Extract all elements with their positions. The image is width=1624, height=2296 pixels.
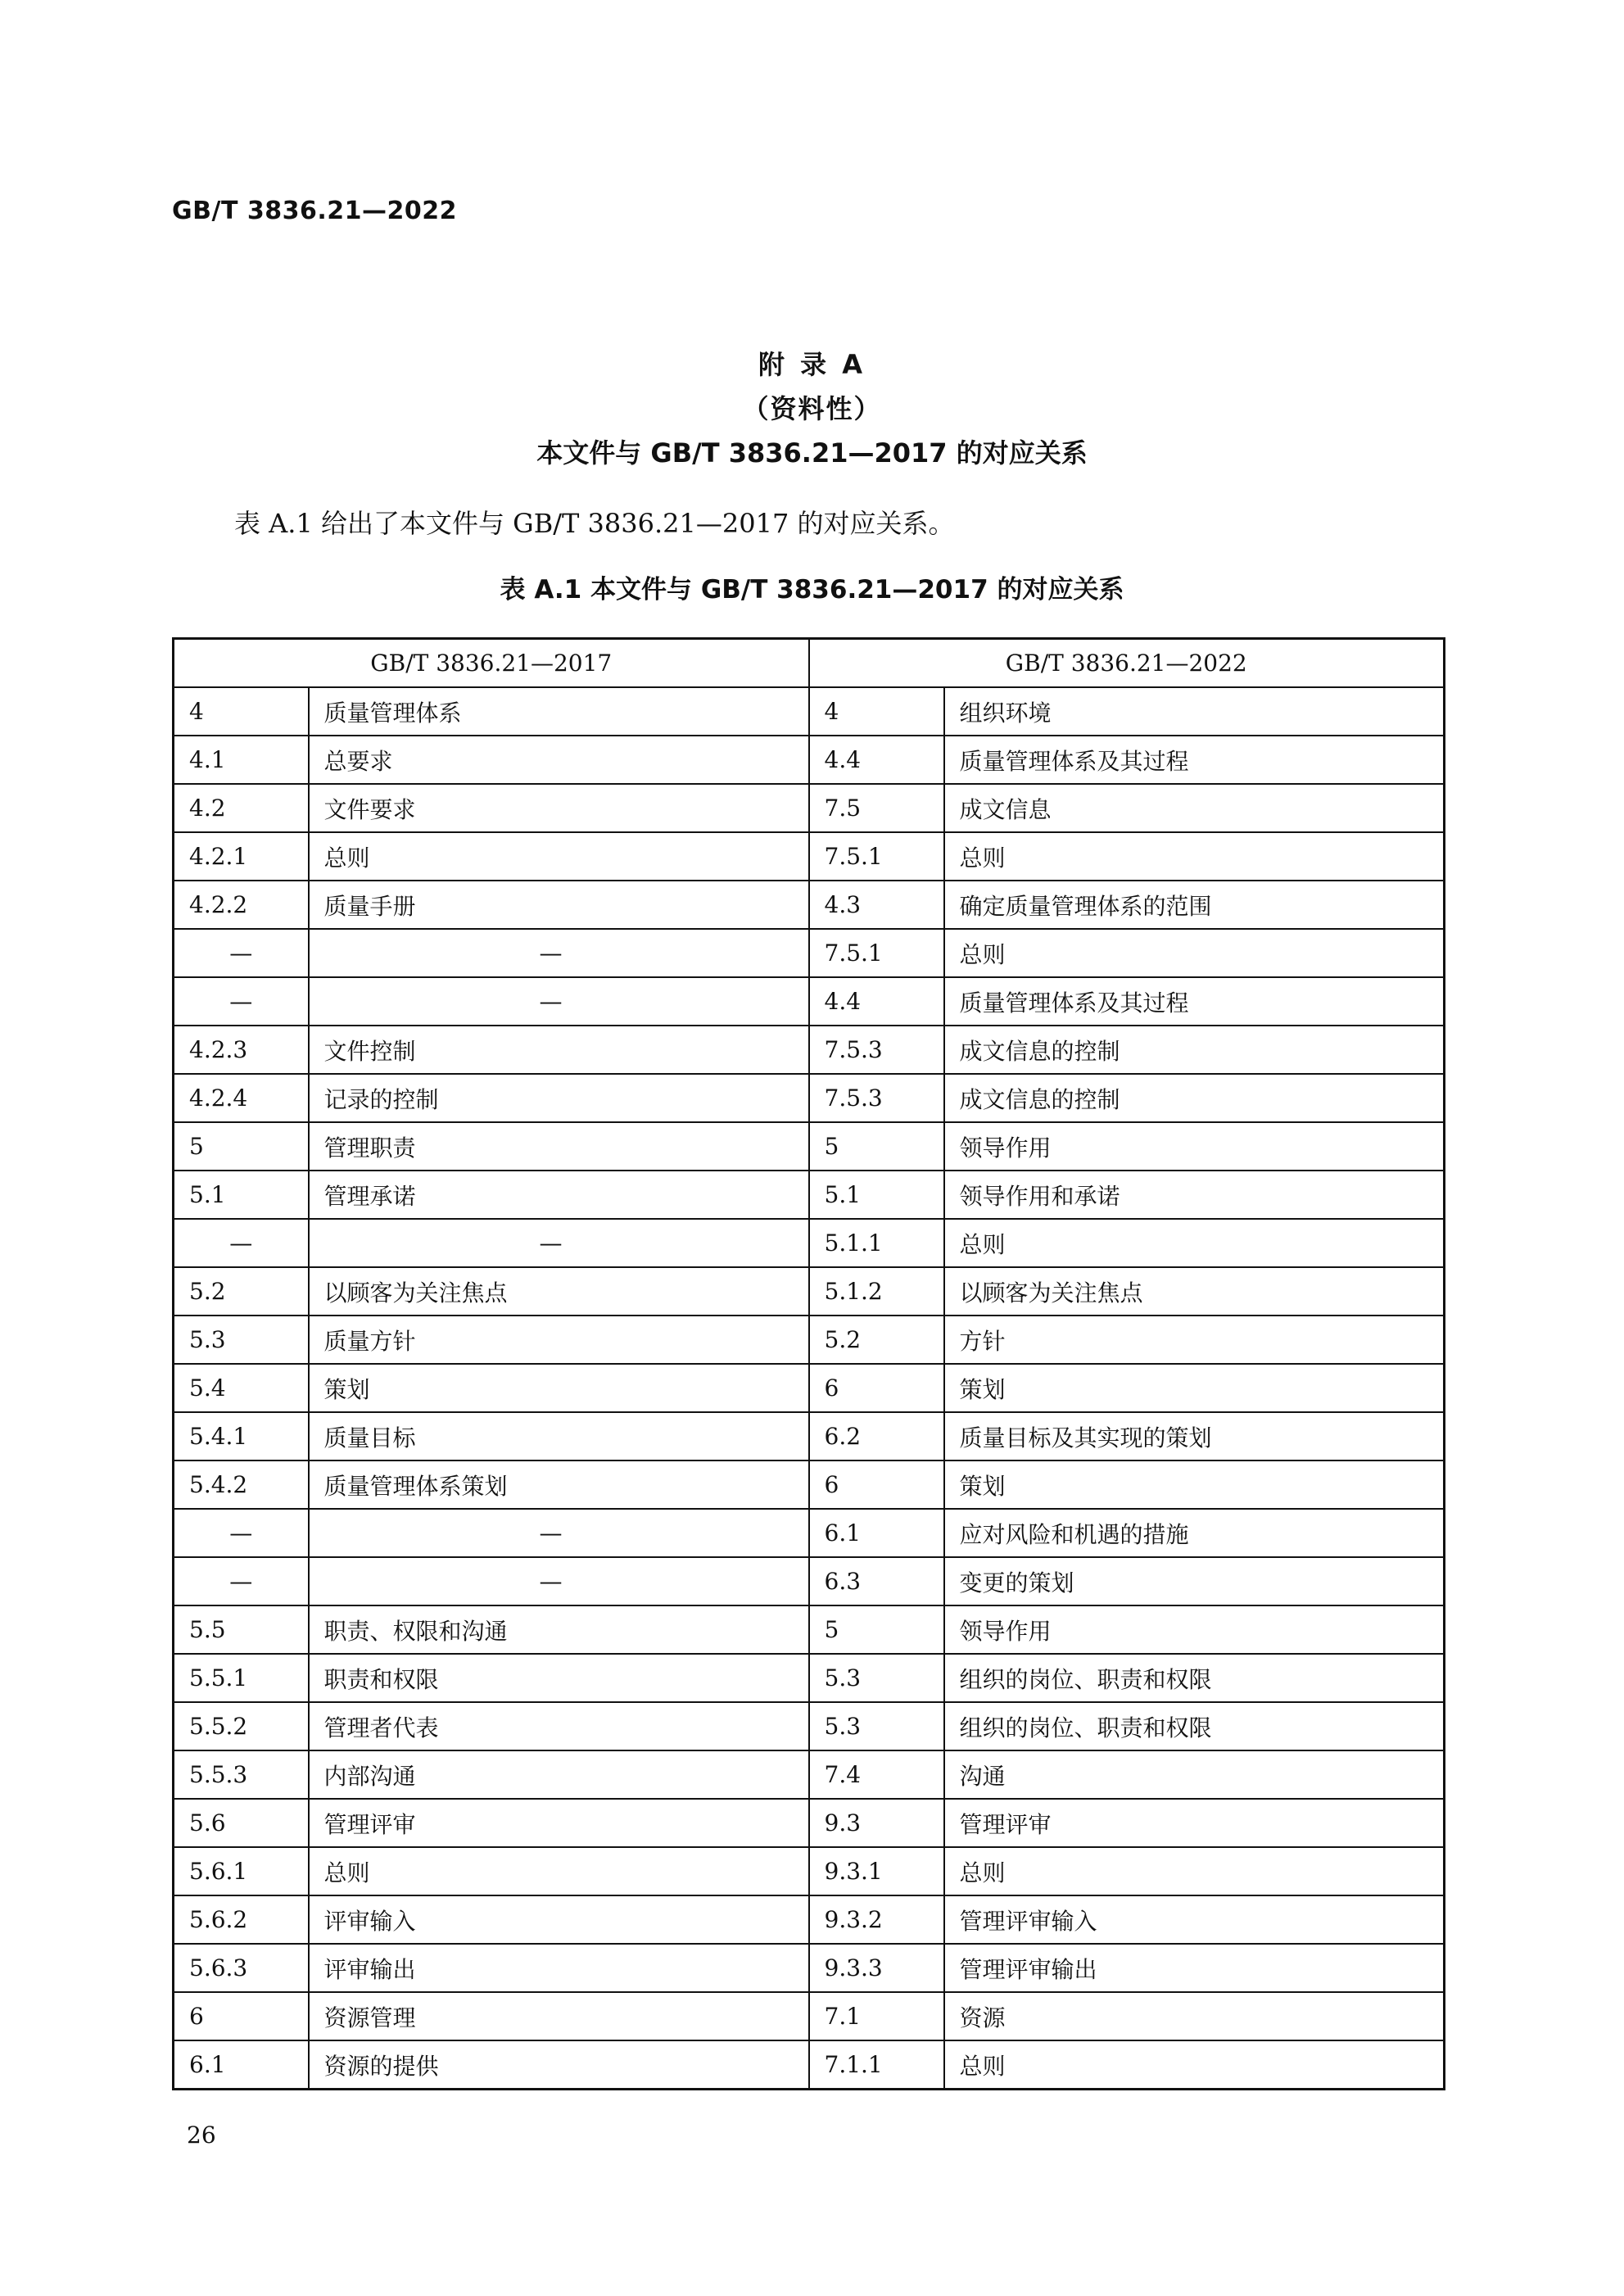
old-clause-number: 5.2 bbox=[174, 1267, 309, 1316]
old-clause-title: 管理者代表 bbox=[309, 1702, 809, 1750]
old-clause-number: — bbox=[174, 977, 309, 1026]
old-clause-number: 4.2.3 bbox=[174, 1026, 309, 1074]
old-clause-title: 以顾客为关注焦点 bbox=[309, 1267, 809, 1316]
new-clause-number: 7.5.1 bbox=[809, 929, 944, 977]
old-clause-title: — bbox=[309, 1509, 809, 1557]
appendix-title: 附 录 A bbox=[758, 349, 866, 380]
old-clause-number: 5 bbox=[174, 1122, 309, 1171]
new-clause-title: 质量管理体系及其过程 bbox=[944, 736, 1445, 784]
old-clause-number: 4.1 bbox=[174, 736, 309, 784]
old-clause-title: 内部沟通 bbox=[309, 1750, 809, 1799]
table-row bbox=[174, 1509, 1445, 1557]
new-clause-title: 资源 bbox=[944, 1992, 1445, 2040]
table-row bbox=[174, 1122, 1445, 1171]
old-clause-number: — bbox=[174, 929, 309, 977]
old-clause-title: 管理承诺 bbox=[309, 1171, 809, 1219]
new-clause-number: 9.3.2 bbox=[809, 1895, 944, 1944]
new-clause-title: 总则 bbox=[944, 2040, 1445, 2090]
new-clause-title: 总则 bbox=[944, 1847, 1445, 1895]
new-clause-number: 4.3 bbox=[809, 881, 944, 929]
old-clause-number: 4 bbox=[174, 687, 309, 736]
old-clause-number: 5.5.1 bbox=[174, 1654, 309, 1702]
table-row bbox=[174, 687, 1445, 736]
old-clause-number: 4.2.4 bbox=[174, 1074, 309, 1122]
old-clause-title: 管理职责 bbox=[309, 1122, 809, 1171]
new-clause-title: 领导作用 bbox=[944, 1605, 1445, 1654]
old-clause-number: 5.6.2 bbox=[174, 1895, 309, 1944]
new-clause-title: 成文信息的控制 bbox=[944, 1074, 1445, 1122]
old-clause-title: 质量管理体系 bbox=[309, 687, 809, 736]
table-row bbox=[174, 1702, 1445, 1750]
intro-paragraph: 表 A.1 给出了本文件与 GB/T 3836.21—2017 的对应关系。 bbox=[234, 508, 955, 539]
new-clause-number: 5.1 bbox=[809, 1171, 944, 1219]
old-clause-number: 5.5.3 bbox=[174, 1750, 309, 1799]
new-clause-number: 4.4 bbox=[809, 977, 944, 1026]
old-clause-number: — bbox=[174, 1509, 309, 1557]
table-row bbox=[174, 1412, 1445, 1460]
old-clause-title: 策划 bbox=[309, 1364, 809, 1412]
table-row bbox=[174, 1847, 1445, 1895]
old-clause-title: — bbox=[309, 1219, 809, 1267]
old-clause-number: — bbox=[174, 1557, 309, 1605]
new-clause-title: 总则 bbox=[944, 929, 1445, 977]
new-clause-number: 5 bbox=[809, 1122, 944, 1171]
new-clause-number: 5.2 bbox=[809, 1316, 944, 1364]
new-clause-number: 5 bbox=[809, 1605, 944, 1654]
new-clause-number: 5.1.1 bbox=[809, 1219, 944, 1267]
table-row bbox=[174, 832, 1445, 881]
table-row bbox=[174, 1316, 1445, 1364]
new-clause-title: 成文信息的控制 bbox=[944, 1026, 1445, 1074]
new-clause-number: 9.3 bbox=[809, 1799, 944, 1847]
new-clause-number: 5.3 bbox=[809, 1654, 944, 1702]
new-clause-number: 9.3.3 bbox=[809, 1944, 944, 1992]
new-clause-number: 7.5.3 bbox=[809, 1026, 944, 1074]
new-clause-number: 7.1 bbox=[809, 1992, 944, 2040]
old-clause-title: 评审输入 bbox=[309, 1895, 809, 1944]
standard-code: GB/T 3836.21—2022 bbox=[172, 197, 457, 225]
old-clause-number: 5.6.3 bbox=[174, 1944, 309, 1992]
new-clause-title: 质量目标及其实现的策划 bbox=[944, 1412, 1445, 1460]
table-row bbox=[174, 1750, 1445, 1799]
old-clause-number: 5.1 bbox=[174, 1171, 309, 1219]
old-clause-number: 5.4 bbox=[174, 1364, 309, 1412]
table-row bbox=[174, 1026, 1445, 1074]
old-clause-number: 4.2 bbox=[174, 784, 309, 832]
old-clause-number: — bbox=[174, 1219, 309, 1267]
new-clause-title: 应对风险和机遇的措施 bbox=[944, 1509, 1445, 1557]
table-row bbox=[174, 1171, 1445, 1219]
old-clause-title: 文件控制 bbox=[309, 1026, 809, 1074]
new-clause-title: 策划 bbox=[944, 1460, 1445, 1509]
new-clause-title: 总则 bbox=[944, 1219, 1445, 1267]
old-clause-title: 质量手册 bbox=[309, 881, 809, 929]
old-clause-title: 文件要求 bbox=[309, 784, 809, 832]
old-clause-number: 6.1 bbox=[174, 2040, 309, 2090]
new-clause-title: 领导作用和承诺 bbox=[944, 1171, 1445, 1219]
old-clause-title: — bbox=[309, 1557, 809, 1605]
old-clause-number: 4.2.2 bbox=[174, 881, 309, 929]
new-clause-number: 6.2 bbox=[809, 1412, 944, 1460]
old-clause-number: 5.4.1 bbox=[174, 1412, 309, 1460]
old-clause-title: 质量管理体系策划 bbox=[309, 1460, 809, 1509]
new-clause-title: 以顾客为关注焦点 bbox=[944, 1267, 1445, 1316]
table-row bbox=[174, 1992, 1445, 2040]
table-row bbox=[174, 1364, 1445, 1412]
table-row bbox=[174, 929, 1445, 977]
new-clause-number: 7.1.1 bbox=[809, 2040, 944, 2090]
old-clause-title: 质量目标 bbox=[309, 1412, 809, 1460]
new-clause-number: 6.3 bbox=[809, 1557, 944, 1605]
table-row bbox=[174, 1605, 1445, 1654]
new-clause-number: 7.5.3 bbox=[809, 1074, 944, 1122]
old-clause-title: 总要求 bbox=[309, 736, 809, 784]
table-row bbox=[174, 1219, 1445, 1267]
old-clause-number: 6 bbox=[174, 1992, 309, 2040]
table-row bbox=[174, 1944, 1445, 1992]
table-row bbox=[174, 881, 1445, 929]
old-clause-title: 资源管理 bbox=[309, 1992, 809, 2040]
appendix-subtitle: 本文件与 GB/T 3836.21—2017 的对应关系 bbox=[536, 437, 1088, 469]
table-header-row bbox=[174, 639, 1445, 688]
old-clause-number: 5.5 bbox=[174, 1605, 309, 1654]
old-clause-number: 5.3 bbox=[174, 1316, 309, 1364]
new-clause-title: 质量管理体系及其过程 bbox=[944, 977, 1445, 1026]
old-clause-title: 质量方针 bbox=[309, 1316, 809, 1364]
new-clause-title: 方针 bbox=[944, 1316, 1445, 1364]
table-row bbox=[174, 977, 1445, 1026]
old-clause-title: 管理评审 bbox=[309, 1799, 809, 1847]
old-clause-title: — bbox=[309, 977, 809, 1026]
old-clause-title: 职责、权限和沟通 bbox=[309, 1605, 809, 1654]
new-clause-number: 4.4 bbox=[809, 736, 944, 784]
table-row bbox=[174, 784, 1445, 832]
appendix-nature: （资料性） bbox=[742, 393, 882, 424]
old-clause-title: — bbox=[309, 929, 809, 977]
new-clause-title: 沟通 bbox=[944, 1750, 1445, 1799]
old-clause-title: 记录的控制 bbox=[309, 1074, 809, 1122]
old-clause-number: 4.2.1 bbox=[174, 832, 309, 881]
old-clause-number: 5.4.2 bbox=[174, 1460, 309, 1509]
old-clause-number: 5.6.1 bbox=[174, 1847, 309, 1895]
header-new-standard: GB/T 3836.21—2022 bbox=[809, 639, 1445, 688]
new-clause-number: 4 bbox=[809, 687, 944, 736]
table-row bbox=[174, 1460, 1445, 1509]
new-clause-title: 组织的岗位、职责和权限 bbox=[944, 1702, 1445, 1750]
new-clause-number: 7.5 bbox=[809, 784, 944, 832]
old-clause-title: 资源的提供 bbox=[309, 2040, 809, 2090]
new-clause-number: 7.4 bbox=[809, 1750, 944, 1799]
table-row bbox=[174, 736, 1445, 784]
new-clause-title: 变更的策划 bbox=[944, 1557, 1445, 1605]
table-row bbox=[174, 2040, 1445, 2090]
old-clause-title: 职责和权限 bbox=[309, 1654, 809, 1702]
new-clause-number: 5.1.2 bbox=[809, 1267, 944, 1316]
table-row bbox=[174, 1267, 1445, 1316]
new-clause-number: 9.3.1 bbox=[809, 1847, 944, 1895]
old-clause-title: 评审输出 bbox=[309, 1944, 809, 1992]
new-clause-title: 总则 bbox=[944, 832, 1445, 881]
table-row bbox=[174, 1895, 1445, 1944]
new-clause-title: 组织的岗位、职责和权限 bbox=[944, 1654, 1445, 1702]
old-clause-number: 5.5.2 bbox=[174, 1702, 309, 1750]
new-clause-title: 管理评审 bbox=[944, 1799, 1445, 1847]
old-clause-title: 总则 bbox=[309, 1847, 809, 1895]
header-old-standard: GB/T 3836.21—2017 bbox=[174, 639, 809, 688]
correspondence-table bbox=[172, 637, 1445, 2090]
new-clause-title: 管理评审输入 bbox=[944, 1895, 1445, 1944]
new-clause-number: 6 bbox=[809, 1364, 944, 1412]
new-clause-title: 成文信息 bbox=[944, 784, 1445, 832]
old-clause-number: 5.6 bbox=[174, 1799, 309, 1847]
new-clause-title: 策划 bbox=[944, 1364, 1445, 1412]
old-clause-title: 总则 bbox=[309, 832, 809, 881]
table-row bbox=[174, 1654, 1445, 1702]
table-row bbox=[174, 1799, 1445, 1847]
page-number: 26 bbox=[187, 2122, 216, 2149]
new-clause-title: 领导作用 bbox=[944, 1122, 1445, 1171]
new-clause-title: 管理评审输出 bbox=[944, 1944, 1445, 1992]
new-clause-number: 7.5.1 bbox=[809, 832, 944, 881]
new-clause-number: 6 bbox=[809, 1460, 944, 1509]
table-row bbox=[174, 1074, 1445, 1122]
new-clause-title: 组织环境 bbox=[944, 687, 1445, 736]
table-row bbox=[174, 1557, 1445, 1605]
table-caption: 表 A.1 本文件与 GB/T 3836.21—2017 的对应关系 bbox=[500, 575, 1124, 605]
new-clause-number: 6.1 bbox=[809, 1509, 944, 1557]
new-clause-title: 确定质量管理体系的范围 bbox=[944, 881, 1445, 929]
new-clause-number: 5.3 bbox=[809, 1702, 944, 1750]
table-body bbox=[174, 687, 1445, 2090]
